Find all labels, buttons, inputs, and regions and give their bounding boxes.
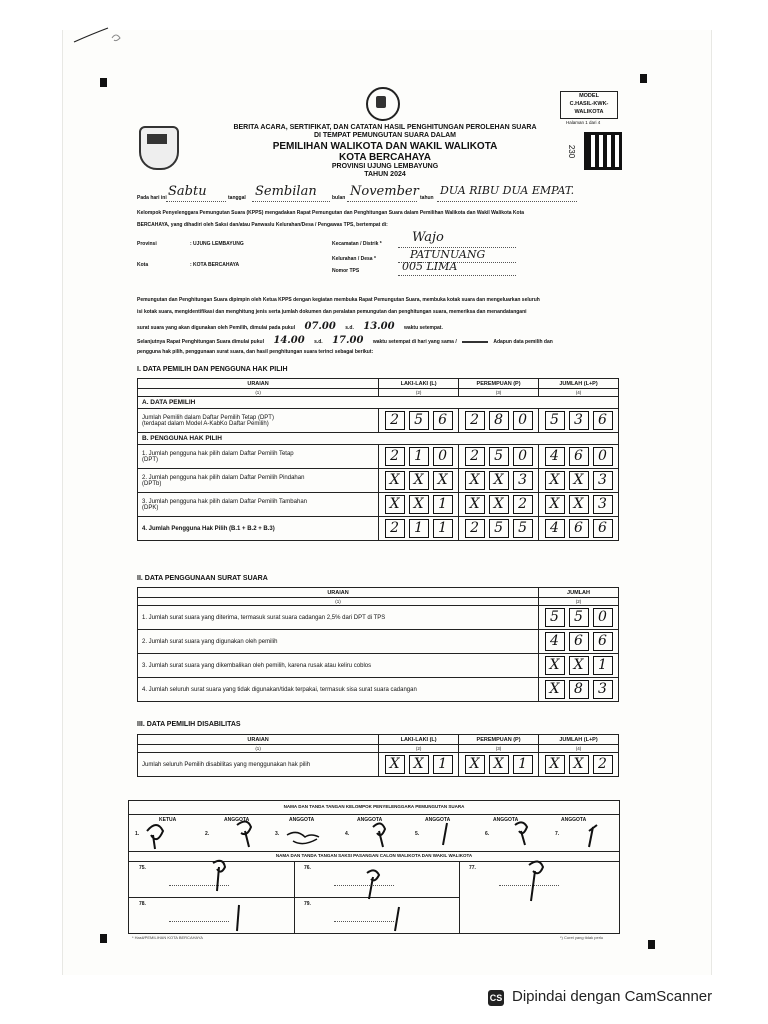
digit-box: 5 <box>409 411 429 430</box>
col-header: JUMLAH (L+P) <box>539 735 619 745</box>
row-label: 4. Jumlah Pengguna Hak Pilih (B.1 + B.2 + B.3) <box>142 525 275 532</box>
digit-box: 6 <box>593 411 613 430</box>
digit-box: X <box>569 656 589 675</box>
role-label: ANGGOTA <box>561 817 587 823</box>
city-shield-icon <box>139 126 179 170</box>
section-heading: III. DATA PEMILIH DISABILITAS <box>137 721 241 728</box>
footnote-left: * Hasil/PEMILIHAN KOTA BERCAHAYA <box>132 935 203 940</box>
digit-box: X <box>545 656 565 675</box>
qr-code-icon <box>584 132 622 170</box>
role-label: ANGGOTA <box>357 817 383 823</box>
digit-box: X <box>465 471 485 490</box>
label-kelurahan: Kelurahan / Desa * <box>332 256 376 262</box>
body-text: Adapun data pemilih dan <box>493 339 553 345</box>
section3-table <box>137 734 619 777</box>
digit-box: 5 <box>489 447 509 466</box>
registration-mark <box>640 74 647 83</box>
signer-number: 6. <box>485 831 490 837</box>
digit-box: 1 <box>433 519 453 538</box>
digit-box: X <box>433 471 453 490</box>
intro-text: Kelompok Penyelenggara Pemungutan Suara (KPPS) mengadakan Rapat Pemungutan dan Penghitungan Suara dalam Pemilihan Walikota dan Wakil Walikota Kota <box>137 210 525 216</box>
time-start: 07.00 <box>304 321 336 332</box>
saksi-number: 76. <box>304 865 311 871</box>
digit-box: 3 <box>593 495 613 514</box>
table-row <box>138 606 619 630</box>
body-text: Selanjutnya Rapat Penghitungan Suara dimulai pukul <box>137 339 264 345</box>
kpu-emblem-icon <box>366 87 400 121</box>
row-label: 2. Jumlah pengguna hak pilih dalam Daftar Pemilih Pindahan <box>142 474 305 481</box>
row-label: 3. Jumlah pengguna hak pilih dalam Daftar Pemilih Tambahan <box>142 498 307 505</box>
digit-box: X <box>545 755 565 774</box>
digit-box: 0 <box>593 608 613 627</box>
signer-number: 5. <box>415 831 420 837</box>
title-line: BERITA ACARA, SERTIFIKAT, DAN CATATAN HASIL PENGHITUNGAN PEROLEHAN SUARA <box>233 124 537 131</box>
table-row <box>138 517 619 541</box>
digit-box: 5 <box>489 519 509 538</box>
table-row <box>138 654 619 678</box>
digit-box: 3 <box>569 411 589 430</box>
digit-box: 1 <box>409 447 429 466</box>
body-text: s.d. <box>314 339 323 345</box>
row-label: 1. Jumlah pengguna hak pilih dalam Daftar Pemilih Tetap <box>142 450 294 457</box>
digit-box: 4 <box>545 447 565 466</box>
label-kecamatan: Kecamatan / Distrik * <box>332 241 382 247</box>
digit-box: X <box>409 471 429 490</box>
label-day: Pada hari ini <box>137 195 167 201</box>
digit-box: 5 <box>513 519 533 538</box>
struck-text <box>462 341 488 343</box>
section-label: A. DATA PEMILIH <box>138 397 619 409</box>
registration-mark <box>100 78 107 87</box>
body-text: waktu setempat di hari yang sama / <box>372 339 457 345</box>
time-end: 13.00 <box>363 321 395 332</box>
digit-box: 0 <box>433 447 453 466</box>
pen-scribble <box>72 26 128 48</box>
col-header: LAKI-LAKI (L) <box>379 735 459 745</box>
model-line: WALIKOTA <box>574 109 604 115</box>
time2-end: 17.00 <box>332 335 364 346</box>
value-provinsi: : UJUNG LEMBAYUNG <box>190 241 244 247</box>
signer-number: 3. <box>275 831 280 837</box>
digit-box: 4 <box>545 632 565 651</box>
body-text: waktu setempat. <box>403 325 443 331</box>
digit-box: X <box>489 755 509 774</box>
label-month: bulan <box>332 195 346 201</box>
col-number: (1) <box>138 745 379 753</box>
page-indicator: Halaman 1 dari 4 <box>566 120 601 125</box>
col-number: (1) <box>138 389 379 397</box>
model-line: MODEL <box>579 93 599 99</box>
time2-start: 14.00 <box>273 335 305 346</box>
digit-box: 1 <box>409 519 429 538</box>
col-header: URAIAN <box>138 379 379 389</box>
value-day: Sabtu <box>168 184 207 199</box>
row-label: (DPTb) <box>142 480 162 487</box>
label-provinsi: Provinsi <box>137 241 157 247</box>
label-date: tanggal <box>228 195 246 201</box>
digit-box: 1 <box>433 755 453 774</box>
role-label: KETUA <box>159 817 177 823</box>
digit-box: 5 <box>569 608 589 627</box>
row-label: Jumlah seluruh Pemilih disabilitas yang menggunakan hak pilih <box>138 753 379 777</box>
col-header: JUMLAH (L+P) <box>539 379 619 389</box>
digit-box: X <box>489 495 509 514</box>
section-heading: II. DATA PENGGUNAAN SURAT SUARA <box>137 575 268 582</box>
digit-box: 4 <box>545 519 565 538</box>
digit-box: 0 <box>593 447 613 466</box>
digit-box: 2 <box>465 447 485 466</box>
digit-box: 1 <box>513 755 533 774</box>
digit-box: X <box>409 495 429 514</box>
digit-box: X <box>489 471 509 490</box>
signer-number: 1. <box>135 831 140 837</box>
registration-mark <box>648 940 655 949</box>
digit-box: 2 <box>593 755 613 774</box>
col-header: URAIAN <box>138 588 539 598</box>
role-label: ANGGOTA <box>493 817 519 823</box>
signer-number: 2. <box>205 831 210 837</box>
digit-box: 2 <box>465 411 485 430</box>
body-text: pengguna hak pilih, penggunaan surat suara, dan hasil penghitungan suara terinci sebagai berikut: <box>137 349 374 355</box>
digit-box: 2 <box>385 411 405 430</box>
row-label: 1. Jumlah surat suara yang diterima, termasuk surat suara cadangan 2,5% dari DPT di TPS <box>138 606 539 630</box>
section2-table <box>137 587 619 702</box>
saksi-number: 75. <box>139 865 146 871</box>
value-month: November <box>350 184 419 199</box>
digit-box: X <box>569 755 589 774</box>
intro-text: BERCAHAYA, yang dihadiri oleh Saksi dan/atau Panwaslu Kelurahan/Desa / Pengawas TPS, bertempat di: <box>137 222 388 228</box>
digit-box: 6 <box>569 632 589 651</box>
scanner-watermark: Dipindai dengan CamScanner <box>512 988 713 1005</box>
role-label: ANGGOTA <box>224 817 250 823</box>
signer-number: 4. <box>345 831 350 837</box>
digit-box: 2 <box>465 519 485 538</box>
col-header: URAIAN <box>138 735 379 745</box>
digit-box: X <box>465 495 485 514</box>
value-year: DUA RIBU DUA EMPAT. <box>440 184 575 197</box>
col-number: (2) <box>379 389 459 397</box>
signer-number: 7. <box>555 831 560 837</box>
col-number: (4) <box>539 389 619 397</box>
saksi-number: 77. <box>469 865 476 871</box>
digit-box: 0 <box>513 411 533 430</box>
role-label: ANGGOTA <box>425 817 451 823</box>
signature-header: NAMA DAN TANDA TANGAN SAKSI PASANGAN CALON WALIKOTA DAN WAKIL WALIKOTA <box>275 853 473 858</box>
col-number: (1) <box>138 598 539 606</box>
value-kelurahan: PATUNUANG <box>410 248 486 261</box>
col-number: (3) <box>459 389 539 397</box>
digit-box: 1 <box>593 656 613 675</box>
col-number: (2) <box>539 598 619 606</box>
title-line: TAHUN 2024 <box>364 171 406 178</box>
table-row <box>138 630 619 654</box>
row-label: 2. Jumlah surat suara yang digunakan oleh pemilih <box>138 630 539 654</box>
table-row <box>138 493 619 517</box>
digit-box: 1 <box>433 495 453 514</box>
col-number: (3) <box>459 745 539 753</box>
row-label: (DPT) <box>142 456 158 463</box>
registration-mark <box>100 934 107 943</box>
title-line: KOTA BERCAHAYA <box>338 152 432 163</box>
body-text: surat suara yang akan digunakan oleh Pemilih, dimulai pada pukul <box>137 325 296 331</box>
table-row <box>138 445 619 469</box>
col-header: JUMLAH <box>539 588 619 598</box>
digit-box: 3 <box>593 680 613 699</box>
body-text: Pemungutan dan Penghitungan Suara dipimpin oleh Ketua KPPS dengan kegiatan membuka Rapat Pemungutan Suara, membuka kotak suara dan mengeluarkan seluruh <box>137 297 540 303</box>
table-row <box>138 409 619 433</box>
row-label: 3. Jumlah surat suara yang dikembalikan oleh pemilih, karena rusak atau keliru coblos <box>138 654 539 678</box>
digit-box: X <box>385 495 405 514</box>
digit-box: 3 <box>593 471 613 490</box>
digit-box: 5 <box>545 608 565 627</box>
digit-box: 6 <box>569 519 589 538</box>
saksi-number: 78. <box>139 901 146 907</box>
digit-box: 6 <box>593 632 613 651</box>
col-header: PEREMPUAN (P) <box>459 379 539 389</box>
digit-box: 8 <box>489 411 509 430</box>
camscanner-logo-icon: CS <box>488 990 504 1006</box>
section-heading: I. DATA PEMILIH DAN PENGGUNA HAK PILIH <box>137 366 288 373</box>
label-year: tahun <box>420 195 434 201</box>
digit-box: 8 <box>569 680 589 699</box>
signature-header: NAMA DAN TANDA TANGAN KELOMPOK PENYELENGGARA PEMUNGUTAN SUARA <box>283 804 465 809</box>
digit-box: X <box>569 495 589 514</box>
form-code: 230 <box>567 144 577 159</box>
digit-box: X <box>385 471 405 490</box>
digit-box: X <box>465 755 485 774</box>
label-kota: Kota <box>137 262 149 268</box>
value-tps: 005 LIMA <box>402 260 458 273</box>
digit-box: X <box>545 471 565 490</box>
col-number: (2) <box>379 745 459 753</box>
digit-box: 6 <box>433 411 453 430</box>
digit-box: 6 <box>593 519 613 538</box>
digit-box: X <box>409 755 429 774</box>
digit-box: 0 <box>513 447 533 466</box>
footnote-right: *) Coret yang tidak perlu <box>560 935 604 940</box>
digit-box: 6 <box>569 447 589 466</box>
title-line: PEMILIHAN WALIKOTA DAN WAKIL WALIKOTA <box>272 141 498 152</box>
row-label: Jumlah Pemilih dalam Daftar Pemilih Tetap (DPT) <box>142 414 274 421</box>
digit-box: 2 <box>385 447 405 466</box>
role-label: ANGGOTA <box>289 817 315 823</box>
digit-box: X <box>385 755 405 774</box>
digit-box: 3 <box>513 471 533 490</box>
value-date: Sembilan <box>255 184 317 199</box>
table-row <box>138 678 619 702</box>
saksi-number: 79. <box>304 901 311 907</box>
digit-box: X <box>545 680 565 699</box>
signature-scribbles <box>129 801 619 933</box>
col-header: PEREMPUAN (P) <box>459 735 539 745</box>
row-label: (terdapat dalam Model A-KabKo Daftar Pemilih) <box>142 420 269 427</box>
title-line: PROVINSI UJUNG LEMBAYUNG <box>331 163 439 170</box>
title-line: DI TEMPAT PEMUNGUTAN SUARA DALAM <box>313 132 457 139</box>
section1-table <box>137 378 619 541</box>
row-label: (DPK) <box>142 504 159 511</box>
col-number: (4) <box>539 745 619 753</box>
col-header: LAKI-LAKI (L) <box>379 379 459 389</box>
body-text: isi kotak suara, mengidentifikasi dan menghitung jenis serta jumlah dokumen dan peralatan pemungutan dan penghitungan suara, memeriksa dan menandatangani <box>137 309 527 315</box>
digit-box: 2 <box>513 495 533 514</box>
digit-box: 2 <box>385 519 405 538</box>
label-tps: Nomor TPS <box>332 268 360 274</box>
value-kecamatan: Wajo <box>412 230 444 245</box>
table-row <box>138 753 619 777</box>
digit-box: X <box>569 471 589 490</box>
section-label: B. PENGGUNA HAK PILIH <box>138 433 619 445</box>
body-text: s.d. <box>345 325 354 331</box>
model-line: C.HASIL-KWK- <box>569 101 609 107</box>
signature-box <box>128 800 620 934</box>
digit-box: X <box>545 495 565 514</box>
model-box <box>560 91 618 119</box>
digit-box: 5 <box>545 411 565 430</box>
value-kota: : KOTA BERCAHAYA <box>190 262 240 268</box>
row-label: 4. Jumlah seluruh surat suara yang tidak digunakan/tidak terpakai, termasuk sisa surat suara cadangan <box>138 678 539 702</box>
table-row <box>138 469 619 493</box>
